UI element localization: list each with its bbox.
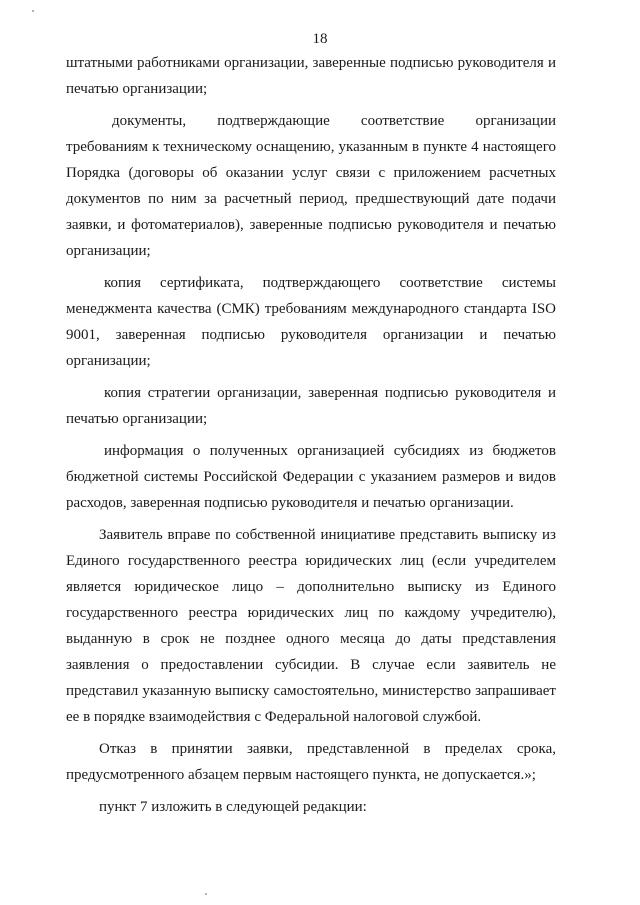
paragraph: информация о полученных организацией субсидиях из бюджетов бюджетной системы Российской Федерации с указанием размеров и видов расходов, заверенная подписью руководителя и печатью организации. — [66, 443, 556, 511]
paragraph: документы, подтверждающие соответствие организации требованиям к техническому оснащению, указанным в пункте 4 настоящего Порядка (договоры об оказании услуг связи с приложением расчетных документов по ним за расчетный период, предшествующий дате подачи заявки, и фотоматериалов), заверенные подписью руководителя и печатью организации; — [66, 113, 556, 259]
document-body — [66, 50, 556, 820]
page-number: 18 — [312, 31, 328, 47]
paragraph: Отказ в принятии заявки, представленной в пределах срока, предусмотренного абзацем первым настоящего пункта, не допускается.»; — [66, 741, 556, 783]
paragraph: копия сертификата, подтверждающего соответствие системы менеджмента качества (СМК) требованиям международного стандарта ISO 9001, заверенная подписью руководителя организации и печатью организации; — [66, 275, 556, 369]
scan-artifact — [32, 10, 34, 12]
paragraph: штатными работниками организации, заверенные подписью руководителя и печатью организации; — [66, 55, 556, 97]
paragraph: копия стратегии организации, заверенная подписью руководителя и печатью организации; — [66, 385, 556, 427]
paragraph: Заявитель вправе по собственной инициативе представить выписку из Единого государственного реестра юридических лиц (если учредителем является юридическое лицо – дополнительно выписку из Единого государственного реестра юридических лиц по каждому учредителю), выданную в срок не позднее одного месяца до даты представления заявления о предоставлении субсидии. В случае если заявитель не представил указанную выписку самостоятельно, министерство запрашивает ее в порядке взаимодействия с Федеральной налоговой службой. — [66, 527, 556, 725]
scan-artifact — [205, 893, 207, 895]
paragraph: пункт 7 изложить в следующей редакции: — [99, 799, 367, 815]
